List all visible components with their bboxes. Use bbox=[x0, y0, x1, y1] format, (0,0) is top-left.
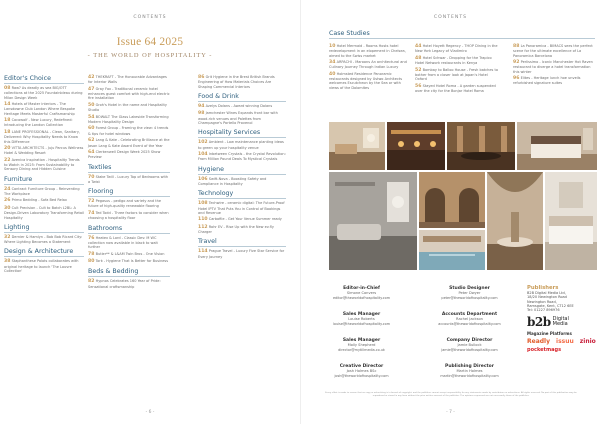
entry-title: Techwire - ceramic digital: The Future-Proof Hotel IPTV That Puts You in Control of Bookings and Revenue bbox=[198, 201, 285, 215]
credit-block bbox=[309, 286, 414, 300]
entry-title: Tork - Hygiene That Is Better for Business bbox=[95, 259, 169, 264]
contents-entry[interactable] bbox=[88, 279, 170, 289]
credit-role: Sales Manager bbox=[342, 312, 381, 317]
case-studies-column-1 bbox=[329, 44, 409, 92]
entry-title: Grit Hygiene in the Brest British Brands Engineering of How Materials Choices Are Shaping Commercial Interiors bbox=[198, 75, 275, 89]
section-heading: Editor's Choice bbox=[4, 75, 84, 84]
credit-block bbox=[309, 364, 414, 378]
credit-role: Editor-in-Chief bbox=[343, 286, 380, 291]
entry-page-number: 88 bbox=[513, 44, 520, 49]
credit-role: Accounts Department bbox=[441, 312, 498, 317]
entry-page-number: 42 bbox=[88, 75, 95, 80]
entry-page-number: 50 bbox=[88, 102, 95, 108]
contents-entry[interactable] bbox=[88, 236, 170, 250]
entry-page-number: 56 bbox=[415, 83, 422, 89]
entry-title: Hotels of Master interiors - The Lansdowne Club London Where Bespoke Heritage Meets Masterful Craftsmanship bbox=[4, 102, 76, 116]
entry-title: Cocowolf - New Luxury, Redefined: Introducing the London Collection bbox=[4, 118, 73, 128]
credit-email[interactable]: louise@theworldofhospitality.com bbox=[332, 321, 391, 326]
case-study-entry[interactable] bbox=[513, 44, 597, 58]
page-number-left: - 6 - bbox=[145, 410, 155, 415]
entry-page-number: 114 bbox=[198, 249, 208, 255]
entry-title: THEKRAFT - The Honourable Advantages for Interior Walls bbox=[88, 75, 167, 85]
credit-block bbox=[417, 338, 522, 352]
entry-title: Prague Travel - Luxury Five Star Service for Every Journey bbox=[198, 249, 285, 259]
contents-entry[interactable] bbox=[4, 118, 84, 128]
contents-entry[interactable] bbox=[88, 138, 170, 148]
credit-name: Peter Dwyer bbox=[458, 291, 481, 295]
credit-block bbox=[417, 364, 522, 378]
contents-entry[interactable] bbox=[4, 158, 84, 172]
section-heading: Hygiene bbox=[198, 166, 286, 175]
contents-entry[interactable] bbox=[198, 201, 286, 215]
section-heading: Bathrooms bbox=[88, 225, 170, 234]
entry-title: Gray Fox - Traditional ceramic hotel enhances guest comfort with high-end electric fire installation bbox=[88, 86, 170, 101]
entry-title: Dernier & Hamlyn - Bob Bob Ricard City: Where Lighting Becomes a Statement bbox=[4, 234, 83, 245]
entry-page-number: 48 bbox=[415, 55, 422, 61]
entry-page-number: 98 bbox=[198, 111, 205, 117]
entry-title: Cult Precision - Cult to Batch L2BL: A Design-Driven Laboratory Transforming Retail Hospitality bbox=[4, 205, 85, 220]
entry-page-number: 70 bbox=[88, 174, 95, 180]
contents-entry[interactable] bbox=[4, 235, 84, 245]
entry-page-number: 52 bbox=[415, 67, 422, 73]
entry-title: Jamchester Wines Expands front bar with wood-rich venues and Palettes from Champagne's Portello Provenol bbox=[198, 111, 278, 125]
entry-page-number: 86 bbox=[198, 75, 205, 80]
entry-title: Hotel Mermaid - Rooms Hosts hotel redevelopment in an elopement in Chelsea, aimed to the Swiss market bbox=[329, 44, 406, 58]
credit-email[interactable]: accounts@theworldofhospitality.com bbox=[438, 321, 501, 326]
entry-page-number: 106 bbox=[198, 176, 208, 182]
entry-page-number: 08 bbox=[4, 86, 11, 91]
entry-title: Holmsted Residence Panoramic restaurants designed by Ustwo Architects welcomes Escutcheon by the Sea or with views of the Dolomites bbox=[329, 71, 403, 90]
entry-title: Primo Bedding - Sofa Bed Relax bbox=[11, 198, 67, 203]
entry-page-number: 74 bbox=[88, 210, 95, 216]
entry-page-number: 60 bbox=[88, 126, 95, 132]
section-heading: Hospitality Services bbox=[198, 129, 286, 138]
entry-title: Swift-Nova - Boosting Safety and Compliance in Hospitality bbox=[198, 176, 267, 186]
entry-title: Stake Twill - Luxury Top of Bedrooms with a Twist bbox=[88, 174, 169, 184]
entry-page-number: 34 bbox=[329, 60, 336, 66]
photo-white-bedroom bbox=[545, 172, 597, 270]
magazine-platforms-label: Magazine Platforms bbox=[527, 331, 572, 337]
publishers-heading: Publishers bbox=[527, 285, 559, 291]
section-heading: Travel bbox=[198, 238, 286, 247]
contents-column-1 bbox=[4, 75, 84, 276]
entry-title: Forest Group - Framing the view: 4 trends & tips for hotel windows bbox=[88, 126, 169, 136]
contents-entry[interactable] bbox=[88, 175, 170, 185]
page-number-right: - 7 - bbox=[446, 410, 455, 415]
section-heading: Furniture bbox=[4, 176, 84, 185]
running-head: CONTENTS bbox=[133, 15, 167, 20]
entry-title: Hypnos Celebrates 160 Year of Pride: Sensational craftsmanship bbox=[88, 279, 161, 289]
entry-page-number: 47 bbox=[88, 86, 95, 92]
entry-title: Lang & Kate - Celebrating Brilliance at the Jason Lang & Kate Award Event of the Year bbox=[88, 138, 170, 148]
section-heading: Flooring bbox=[88, 188, 170, 197]
case-study-entry[interactable] bbox=[329, 60, 409, 70]
entry-page-number: 78 bbox=[88, 251, 95, 257]
section-heading: Technology bbox=[198, 190, 286, 199]
entry-title: Perlissimo - Iconic Manchester Hot Raven restaurant to diverge a hotel transformation this winter bbox=[513, 60, 593, 74]
entry-page-number: 18 bbox=[4, 118, 11, 124]
contents-entry[interactable] bbox=[88, 211, 170, 221]
entry-title: Avenica Inspiration - Hospitality Trends to Watch in 2025: From Sustainability to Sensory Dining and Hidden Cuisine bbox=[4, 157, 80, 172]
credit-name: Martin Holmes bbox=[456, 369, 483, 373]
entry-page-number: 54 bbox=[88, 114, 95, 120]
entry-title: Rohr EV - Rise Up with the New ev.fly Charger bbox=[198, 224, 274, 235]
entry-page-number: 102 bbox=[198, 140, 208, 146]
contents-column-3 bbox=[198, 75, 286, 261]
contents-entry[interactable] bbox=[4, 206, 84, 220]
contents-entry[interactable] bbox=[198, 152, 286, 162]
entry-title: Ambient - Low maintenance planting ideas to green up your hospitality venue bbox=[198, 140, 284, 150]
section-heading: Beds & Bedding bbox=[88, 268, 170, 277]
entry-page-number: 40 bbox=[329, 71, 336, 77]
running-head: CONTENTS bbox=[433, 15, 468, 20]
entry-page-number: 72 bbox=[88, 199, 95, 205]
entry-title: Azelys Dolans - Award winning Dolans bbox=[205, 103, 273, 108]
magazine-tagline: - THE WORLD OF HOSPITALITY - bbox=[87, 52, 213, 59]
case-study-entry[interactable] bbox=[513, 76, 597, 86]
photo-bar-interior bbox=[387, 122, 445, 170]
credit-email[interactable]: peter@theworldofhospitality.com bbox=[441, 295, 498, 300]
entry-page-number: 64 bbox=[88, 149, 95, 155]
entry-page-number: 20 bbox=[4, 146, 11, 152]
credit-name: Rachel Jackson bbox=[456, 317, 483, 321]
contents-entry[interactable] bbox=[198, 177, 286, 187]
contents-entry[interactable] bbox=[88, 199, 170, 209]
credit-block bbox=[309, 338, 414, 352]
contents-entry[interactable] bbox=[4, 102, 84, 116]
contents-entry[interactable] bbox=[88, 87, 170, 101]
contents-entry[interactable] bbox=[198, 225, 286, 235]
entry-title: Elites - Heritage lunch hoe unveils refurbished signature suites bbox=[513, 76, 581, 86]
entry-title: Pegasus - pedigo and variety and the future of high-quality renewable flooring bbox=[88, 199, 161, 209]
case-study-entry[interactable] bbox=[415, 68, 499, 82]
credit-block bbox=[417, 286, 522, 300]
contents-entry[interactable] bbox=[198, 217, 286, 222]
credit-role: Sales Manager bbox=[342, 338, 381, 343]
section-heading: Design & Architecture bbox=[4, 248, 84, 257]
credit-block bbox=[309, 312, 414, 326]
credit-email[interactable]: director@mytillmedia.co.uk bbox=[338, 347, 385, 352]
entry-page-number: 110 bbox=[198, 217, 208, 223]
contents-entry[interactable] bbox=[88, 150, 170, 160]
contents-column-2 bbox=[88, 75, 170, 291]
entry-title: LANE PROFESSIONAL - Clean, Sanitary, Delivered: Why Hospitality Needs to Know this Difference bbox=[4, 129, 81, 144]
readly-logo: Readly bbox=[527, 338, 551, 346]
section-heading: Lighting bbox=[4, 224, 84, 233]
credit-name: Louise Roberts bbox=[348, 317, 375, 321]
contents-entry[interactable] bbox=[88, 252, 170, 257]
issuu-logo: issuu bbox=[556, 338, 574, 346]
case-study-entry[interactable] bbox=[415, 44, 499, 54]
entry-title: Clerkenwell Design Week 2025 Show Preview bbox=[88, 149, 161, 160]
case-studies-column-3 bbox=[513, 44, 597, 88]
entry-page-number: 14 bbox=[4, 102, 11, 108]
credit-block bbox=[417, 312, 522, 326]
entry-title: ARPACHI - Maroons An architectural and Culinary Journey Through Indian Luxury bbox=[329, 60, 407, 70]
platform-logos bbox=[527, 338, 597, 353]
entry-title: Carbofile - Get Your Venue Summer ready bbox=[208, 217, 282, 222]
publisher-address-line: Tel: 01227 896976 bbox=[527, 308, 560, 313]
credit-email[interactable]: martin@theworldofhospitality.com bbox=[440, 373, 499, 378]
entry-title: Ted Todd - Three factors to consider when choosing a hospitality floor bbox=[88, 210, 169, 221]
entry-title: Raw? As deadly as sea BIG/OTT collections at the 2025 Fountainbleau during Milan Design Week bbox=[4, 86, 83, 100]
entry-page-number: 22 bbox=[4, 157, 11, 163]
entry-title: BOWALT The Glass Lakeside Transforming Modern Hospitality Design bbox=[88, 114, 169, 124]
photo-bedroom bbox=[517, 122, 597, 170]
photo-hotel-lounge bbox=[329, 122, 385, 170]
contents-entry[interactable] bbox=[88, 126, 170, 136]
case-study-entry[interactable] bbox=[415, 56, 499, 66]
section-heading: Food & Drink bbox=[198, 93, 286, 102]
contents-entry[interactable] bbox=[198, 75, 286, 89]
entry-page-number: 82 bbox=[88, 279, 95, 285]
entry-title: Staphanthese Palots collaborates with original heritage to launch 'The Louvre Collection' bbox=[4, 259, 79, 274]
contents-entry[interactable] bbox=[88, 259, 170, 264]
contents-entry[interactable] bbox=[4, 130, 84, 144]
case-studies-header bbox=[329, 30, 595, 41]
photo-curved-lobby bbox=[487, 172, 543, 270]
entry-title: Heatex & Lord - Classic Dev: M WC collection now available in black to wait further bbox=[88, 235, 158, 250]
contents-entry[interactable] bbox=[198, 104, 286, 109]
entry-title: Groh's Hotel in the name and Hospitality Studio bbox=[88, 102, 167, 113]
credit-role: Publishing Director bbox=[445, 364, 494, 369]
entry-title: Contract Furniture Group - Reinventing The Workplace bbox=[4, 186, 80, 196]
pocketmags-logo: pocketmags bbox=[527, 347, 562, 354]
publisher-address-line: Ramsgate, Kent, CT12 6EE bbox=[527, 303, 574, 308]
contents-entry[interactable] bbox=[4, 146, 84, 156]
zinio-logo: zinio bbox=[579, 338, 596, 346]
entry-page-number: 18 bbox=[4, 129, 11, 135]
credit-role: Creative Director bbox=[339, 364, 384, 369]
entry-page-number: 96 bbox=[513, 76, 520, 82]
contents-entry[interactable] bbox=[88, 115, 170, 125]
section-heading: Textiles bbox=[88, 164, 170, 173]
entry-page-number: 44 bbox=[415, 44, 422, 49]
entry-page-number: 108 bbox=[198, 201, 208, 207]
case-study-entry[interactable] bbox=[329, 72, 409, 90]
photo-pool bbox=[419, 230, 485, 270]
right-page bbox=[300, 0, 600, 424]
section-heading-case-studies: Case Studies bbox=[329, 30, 595, 39]
entry-page-number: 104 bbox=[198, 152, 208, 158]
entry-page-number: 38 bbox=[4, 259, 11, 265]
contents-entry[interactable] bbox=[198, 140, 286, 150]
photo-arches bbox=[419, 172, 485, 228]
contents-entry[interactable] bbox=[198, 249, 286, 259]
credit-name: Simone Convers bbox=[346, 291, 377, 295]
contents-entry[interactable] bbox=[4, 198, 84, 203]
publisher-address-line: B2B Digital Media Ltd, bbox=[527, 291, 566, 295]
b2b-logo bbox=[527, 315, 597, 329]
case-studies-column-2 bbox=[415, 44, 499, 95]
entry-page-number: 10 bbox=[329, 44, 336, 49]
entry-page-number: 30 bbox=[4, 205, 11, 211]
entry-page-number: 26 bbox=[4, 198, 11, 204]
entry-title: Bombay to Balloo House - Fresh batches to bother from a closer look at Japan's Hotel Oxford bbox=[415, 67, 498, 82]
credit-email[interactable]: josh@theworldofhospitality.com bbox=[334, 373, 389, 378]
entry-title: Stayed Hotel Roma - A garden suspended over the city for the Bonjar Hotel Roma bbox=[415, 83, 496, 93]
entry-title: Butler** & L&AM Twin Bros - One Vision bbox=[95, 251, 165, 256]
contents-entry[interactable] bbox=[4, 259, 84, 273]
b2b-logo-name: Digital Media bbox=[552, 316, 569, 328]
credit-email[interactable]: editor@theworldofhospitality.com bbox=[332, 295, 391, 300]
contents-entry[interactable] bbox=[4, 187, 84, 197]
contents-entry[interactable] bbox=[4, 86, 84, 100]
entry-page-number: 94 bbox=[198, 103, 205, 109]
entry-title: Inbetween Crystals - the Crystal Revolution: From Million Pound Deals To Mystical Crystals bbox=[198, 152, 286, 162]
case-study-entry[interactable] bbox=[513, 60, 597, 74]
legal-disclaimer: Every effort is made to ensure that no copy or advertising is in breach of copyright, and the publisher cannot accept responsibility for any statements made by contributors or advertisers. All rights reserved. No part of this publication may be reproduced or stored in any form without the prior written consent of the publisher. The opinions expressed are not necessarily those of the publisher. bbox=[325, 392, 577, 397]
credit-name: Jamie Bullock bbox=[457, 343, 482, 347]
credit-name: Josh Holmes BSc bbox=[346, 369, 377, 373]
photo-grey-lounge bbox=[329, 172, 417, 270]
entry-title: La Panoramica - BIMACS sees the perfect scene for the ultimate excellence of La Panoramica Barcelona bbox=[513, 44, 593, 58]
case-study-entry[interactable] bbox=[415, 84, 499, 94]
entry-title: Hotel Schwar - Dropping for the Trapico Hotel Network restaurants in Kenya bbox=[415, 55, 492, 66]
entry-page-number: 62 bbox=[88, 138, 95, 144]
contents-entry[interactable] bbox=[198, 111, 286, 125]
credit-name: Molly Shepherd bbox=[347, 343, 376, 347]
case-study-entry[interactable] bbox=[329, 44, 409, 58]
credit-email[interactable]: jamie@theworldofhospitality.com bbox=[441, 347, 498, 352]
b2b-logo-mark: b2b bbox=[527, 315, 551, 330]
entry-page-number: 80 bbox=[88, 259, 95, 265]
credit-role: Company Director bbox=[446, 338, 493, 343]
entry-page-number: 76 bbox=[88, 235, 95, 241]
contents-entry[interactable] bbox=[88, 103, 170, 113]
entry-page-number: 32 bbox=[4, 234, 11, 240]
issue-title: Issue 64 2025 bbox=[116, 36, 184, 48]
credit-role: Studio Designer bbox=[449, 286, 490, 291]
entry-title: Hotel Hoyett Regency - THOP Dining in the New York Legacy of Vladimiro bbox=[415, 44, 498, 54]
contents-entry[interactable] bbox=[88, 75, 170, 85]
publisher-address-line: 18/20 Newington Road bbox=[527, 295, 567, 300]
photo-restaurant bbox=[447, 122, 515, 170]
publisher-address bbox=[527, 291, 597, 312]
publisher-block bbox=[527, 285, 597, 353]
entry-page-number: 24 bbox=[4, 186, 11, 192]
entry-page-number: 112 bbox=[198, 224, 208, 230]
publisher-address-line: Newington Road, bbox=[527, 299, 557, 304]
entry-page-number: 92 bbox=[513, 60, 520, 66]
entry-title: VITTA ARCHITECTS - Juju Parcus Wellness Hotel & Wedding Resort bbox=[4, 146, 84, 156]
